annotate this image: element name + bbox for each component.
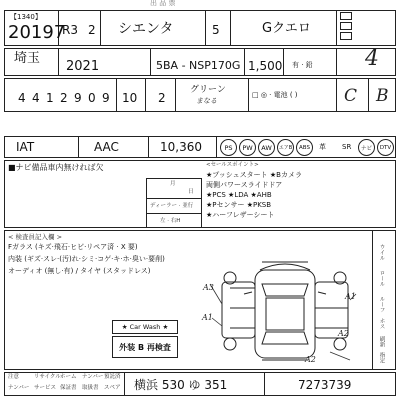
prefecture: 埼玉 bbox=[14, 51, 41, 66]
footer-label-5: 取扱書 bbox=[82, 385, 99, 391]
annotation-a1-right: A1 bbox=[345, 292, 356, 301]
footer-label-1: 注意 bbox=[8, 374, 20, 380]
mileage: 10,360 bbox=[160, 140, 202, 154]
color: グリーン bbox=[190, 85, 226, 95]
lot-prefix: 【1340】 bbox=[10, 13, 42, 21]
equip-navi: ナビ bbox=[358, 139, 375, 156]
handwritten-score: 4 bbox=[365, 46, 379, 71]
inspection-title: < 検査員記入欄 > bbox=[8, 233, 63, 241]
inspection-interior: 内装 (ギズ·スレ·(汚)れ·シミ·コゲ·キ·ホ·臭い·要削) bbox=[8, 255, 165, 263]
chassis-digit-3: 1 bbox=[46, 91, 54, 105]
equip-leather: 革 bbox=[319, 143, 326, 151]
sheet-title: 出 品 票 bbox=[150, 0, 176, 7]
navi-note: ■ナビ備品車内無ければ欠 bbox=[8, 163, 104, 172]
annotation-a2-bottom: A2 bbox=[305, 355, 316, 364]
car-diagram bbox=[200, 248, 370, 366]
seats: 10 bbox=[122, 91, 138, 105]
chassis-digit-6: 0 bbox=[88, 91, 96, 105]
fuel-label: 有 · 鉛 bbox=[292, 61, 313, 69]
right-col-5: 刷新 bbox=[378, 336, 385, 347]
steering-label: 左 · 右H bbox=[160, 218, 181, 224]
equip-aw: AW bbox=[258, 139, 275, 156]
inspection-glass: Fガラス (キズ·飛石·ヒビ·リペア済 · X 要) bbox=[8, 243, 138, 251]
footer-label-4: 保証書 bbox=[60, 385, 77, 391]
model-code: 5BA - NSP170G bbox=[156, 59, 241, 72]
sales-points-title: <セールスポイント> bbox=[206, 162, 259, 168]
car-wash-grade-label: 外装 B 再検査 bbox=[119, 342, 171, 352]
transmission: IAT bbox=[16, 140, 35, 154]
chassis-digit-1: 4 bbox=[18, 91, 26, 105]
equip-dtv: DTV bbox=[377, 139, 394, 156]
auction-number: 7273739 bbox=[298, 378, 352, 392]
date-day-label: 日 bbox=[188, 189, 194, 195]
right-col-6: 指定 bbox=[378, 352, 385, 363]
grade: Gクエロ bbox=[262, 21, 311, 36]
chassis-digit-4: 2 bbox=[60, 91, 68, 105]
lot-number: 20197 bbox=[8, 22, 66, 43]
annotation-a2-right: A2 bbox=[338, 329, 349, 338]
car-wash-badge bbox=[112, 320, 178, 334]
sales-point-2: 両側パワースライドドア bbox=[206, 181, 283, 189]
dealer-label: ディーラー · 並行 bbox=[150, 203, 194, 209]
footer-label2-2: ホーム bbox=[60, 374, 77, 380]
footer-label2-1: リサイクル bbox=[34, 374, 61, 380]
right-col-2: ロール bbox=[378, 270, 385, 287]
equip-pw: PW bbox=[239, 139, 256, 156]
equip-ps: PS bbox=[220, 139, 237, 156]
rating-left: C bbox=[344, 86, 358, 106]
footer-label-6: スペア bbox=[104, 385, 121, 391]
rating-right: B bbox=[376, 86, 389, 106]
car-wash-grade bbox=[112, 336, 178, 358]
sales-point-3: ★PCS ★LDA ★AHB bbox=[206, 191, 272, 199]
equip-sunroof: SR bbox=[342, 143, 352, 151]
era-year: R3 bbox=[62, 23, 78, 37]
equip-airbag: エアB bbox=[277, 139, 294, 156]
options-label: □ ◎ · 電池 ( ) bbox=[252, 91, 298, 99]
license-plate: 横浜 530 ゆ 351 bbox=[134, 378, 228, 392]
inspection-audio: オーディオ (無し·有) / タイヤ (スタッドレス) bbox=[8, 267, 151, 275]
annotation-a3: A3 bbox=[203, 283, 214, 292]
date-month-label: 月 bbox=[170, 181, 176, 187]
doors: 5 bbox=[212, 23, 220, 37]
chassis-digit-2: 4 bbox=[32, 91, 40, 105]
footer-label-3: サービス bbox=[34, 385, 57, 391]
footer-label-2: ナンバー bbox=[8, 385, 30, 391]
sales-point-4: ★Pセンサー ★PKSB bbox=[206, 201, 272, 209]
sales-point-1: ★プッシュスタート ★Bカメラ bbox=[206, 171, 302, 179]
shift-count: 2 bbox=[158, 91, 166, 105]
footer-label2-4: 預託済 bbox=[104, 374, 121, 380]
chassis-digit-5: 9 bbox=[74, 91, 82, 105]
displacement: 1,500 bbox=[248, 59, 283, 73]
car-wash-label: ★ Car Wash ★ bbox=[121, 323, 169, 331]
equip-abs: ABS bbox=[296, 139, 313, 156]
chassis-digit-7: 9 bbox=[102, 91, 110, 105]
sales-point-5: ★ハーフレザーシート bbox=[206, 211, 275, 219]
footer-label2-3: ナンバー bbox=[82, 374, 104, 380]
model-year: 2021 bbox=[66, 59, 100, 74]
annotation-a1-left: A1 bbox=[202, 313, 213, 322]
month: 2 bbox=[88, 23, 96, 37]
right-col-4: ホス bbox=[378, 318, 385, 329]
right-col-1: ウイル bbox=[378, 244, 385, 261]
model-name: シエンタ bbox=[118, 21, 174, 37]
color-sub: まなる bbox=[196, 97, 217, 105]
air-conditioning: AAC bbox=[94, 140, 119, 154]
right-col-3: ルーフ bbox=[378, 296, 385, 313]
